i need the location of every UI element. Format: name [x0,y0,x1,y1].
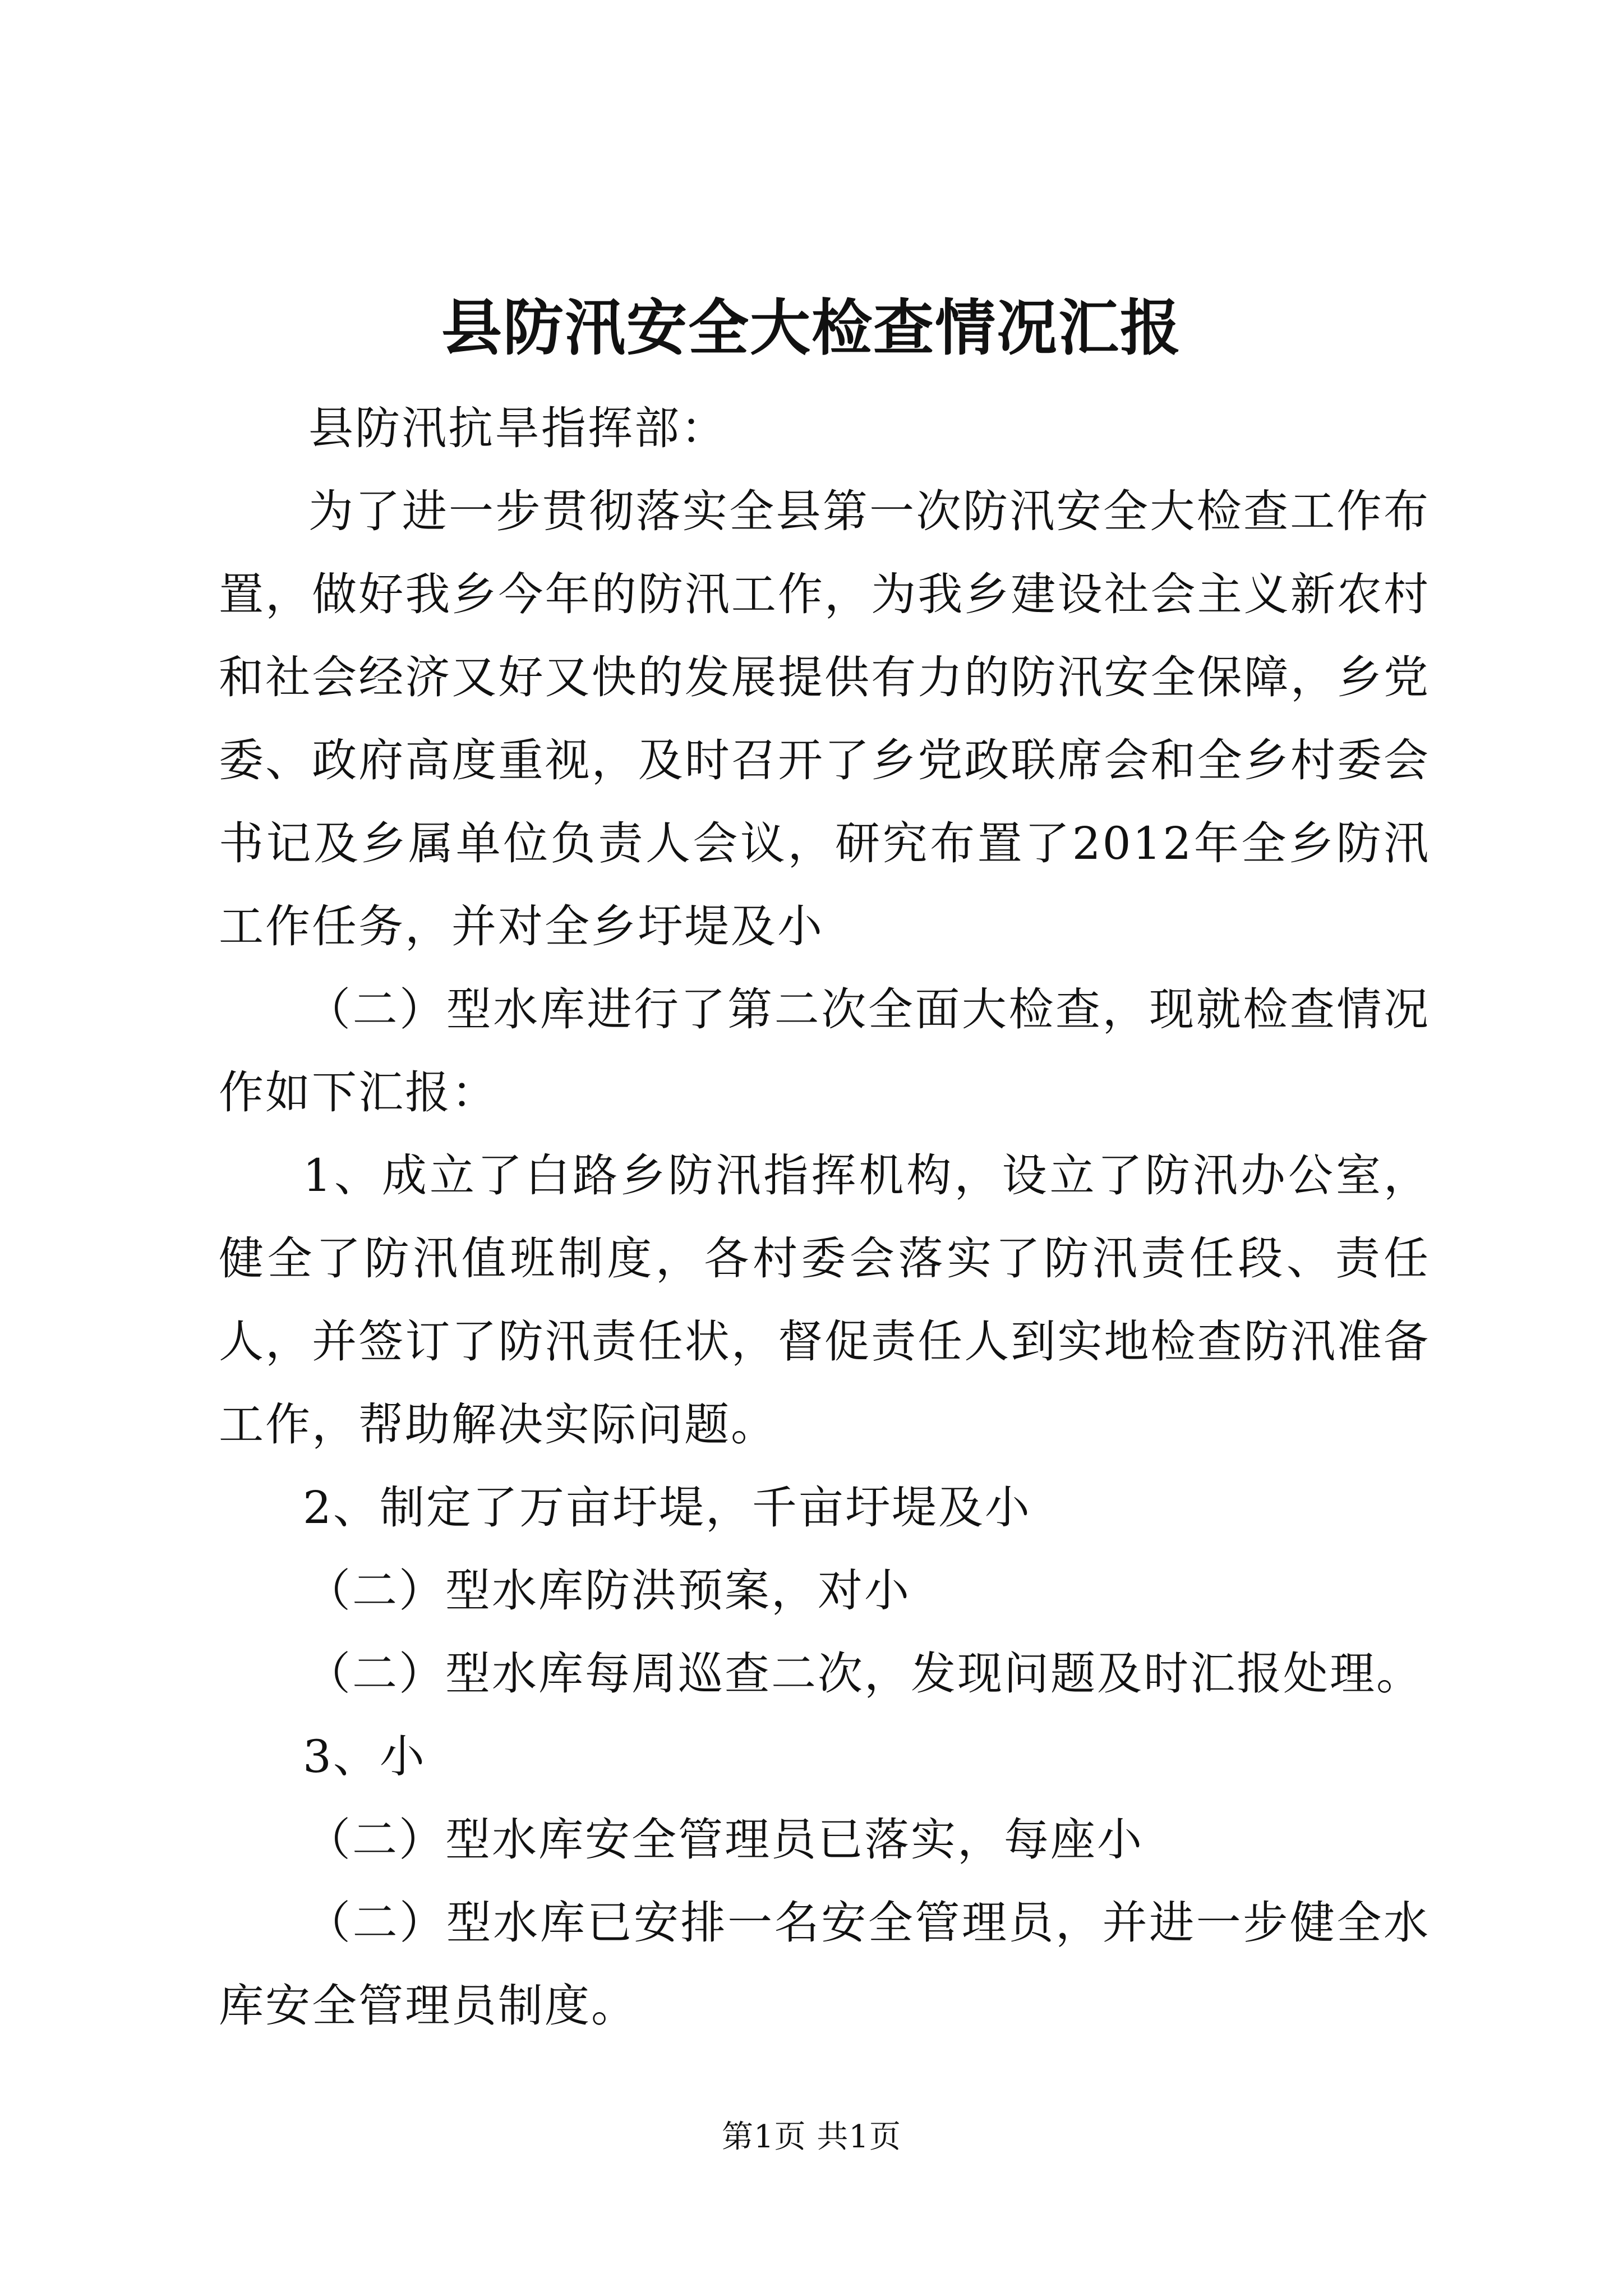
paragraph-item-1: 1、成立了白路乡防汛指挥机构，设立了防汛办公室，健全了防汛值班制度，各村委会落实了防汛责任段、责任人，并签订了防汛责任状，督促责任人到实地检查防汛准备工作，帮助解决实际问题。 [219,1149,1430,1451]
document-body [219,387,1430,2047]
paragraph-item-2-continued-b: （二）型水库每周巡查二次，发现问题及时汇报处理。 [306,1648,1423,1700]
paragraph-item-2-continued-a: （二）型水库防洪预案，对小 [306,1565,911,1617]
paragraph-item-3-continued-b: （二）型水库已安排一名安全管理员，并进一步健全水库安全管理员制度。 [219,1897,1430,2032]
document-title: 县防汛安全大检查情况汇报 [441,293,1182,364]
paragraph-item-3-continued-a: （二）型水库安全管理员已落实，每座小 [306,1814,1144,1866]
paragraph-item-2: 2、制定了万亩圩堤，千亩圩堤及小 [303,1481,1031,1534]
page-footer: 第1页 共1页 [721,2119,902,2155]
salutation: 县防汛抗旱指挥部： [308,402,727,454]
paragraph-item-3: 3、小 [303,1731,426,1783]
paragraph-inspection: （二）型水库进行了第二次全面大检查，现就检查情况作如下汇报： [219,983,1430,1119]
paragraph-intro: 为了进一步贯彻落实全县第一次防汛安全大检查工作布置，做好我乡今年的防汛工作，为我乡建设社会主义新农村和社会经济又好又快的发展提供有力的防汛安全保障，乡党委、政府高度重视，及时召开了乡党政联席会和全乡村委会书记及乡属单位负责人会议，研究布置了2012年全乡防汛工作任务，并对全乡圩堤及小 [219,485,1430,953]
